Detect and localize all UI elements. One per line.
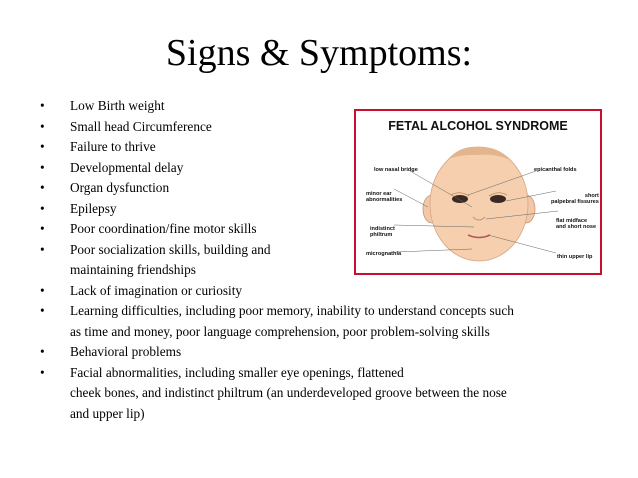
- symptom-text: Small head Circumference: [70, 118, 212, 134]
- symptom-text: Facial abnormalities, including smaller eye openings, flattened: [70, 364, 404, 380]
- bullet-dot: •: [40, 344, 45, 359]
- symptom-text: Poor socialization skills, building and: [70, 241, 271, 257]
- bullet-dot: •: [40, 282, 45, 298]
- label-low-nasal-bridge: low nasal bridge: [374, 167, 418, 173]
- label-thin-upper-lip: thin upper lip: [557, 254, 593, 260]
- fetal-alcohol-syndrome-figure: [354, 109, 602, 275]
- symptom-text: Behavioral problems: [70, 344, 182, 359]
- symptom-item: [40, 281, 570, 302]
- label-short-palpebral: [551, 193, 599, 206]
- bullet-dot: •: [40, 139, 45, 154]
- label-indistinct-line2: philtrum: [370, 232, 393, 239]
- symptom-text: Epilepsy: [70, 200, 117, 216]
- symptom-text: Lack of imagination or curiosity: [70, 282, 243, 298]
- symptom-item-continuation: and upper lip): [70, 405, 145, 421]
- label-minor-ear-line2: abnormalities: [366, 197, 403, 204]
- label-flat-midface-line2: and short nose: [556, 224, 597, 231]
- bullet-dot: •: [40, 118, 45, 134]
- symptom-text: Poor coordination/fine motor skills: [70, 221, 257, 236]
- label-indistinct-philtrum: [370, 226, 395, 239]
- label-micrognathia: micrognathia: [366, 251, 402, 257]
- bullet-dot: •: [40, 180, 45, 195]
- symptom-text: Organ dysfunction: [70, 180, 170, 195]
- label-flat-midface: [556, 218, 596, 231]
- label-short-line2: palpebral fissures: [551, 199, 599, 206]
- symptom-item: [40, 363, 570, 384]
- label-short-line1: short: [584, 193, 599, 199]
- symptom-text: Learning difficulties, including poor memory, inability to understand concepts such: [70, 303, 514, 318]
- left-eye: [452, 195, 468, 203]
- right-eye: [490, 195, 506, 203]
- symptom-item-continuation: as time and money, poor language comprehension, poor problem-solving skills: [70, 323, 490, 339]
- bullet-dot: •: [40, 303, 45, 318]
- slide-title: Signs & Symptoms:: [165, 32, 473, 74]
- label-flat-midface-line1: flat midface: [556, 218, 588, 224]
- bullet-dot: •: [40, 364, 45, 380]
- bullet-dot: •: [40, 98, 45, 113]
- label-minor-ear: [366, 191, 402, 204]
- figure-title: FETAL ALCOHOL SYNDROME: [388, 119, 568, 133]
- bullet-dot: •: [40, 200, 45, 216]
- bullet-dot: •: [40, 159, 45, 175]
- face: [430, 147, 528, 261]
- bullet-dot: •: [40, 241, 45, 257]
- label-minor-ear-line1: minor ear: [366, 191, 392, 197]
- symptom-text: Low Birth weight: [70, 98, 165, 113]
- symptom-item-continuation: cheek bones, and indistinct philtrum (an underdeveloped groove between the nose: [70, 385, 507, 400]
- label-indistinct-line1: indistinct: [370, 226, 395, 232]
- symptom-item: [40, 342, 570, 363]
- symptom-item-continuation: maintaining friendships: [70, 262, 196, 277]
- bullet-dot: •: [40, 221, 45, 236]
- label-epicanthal-folds: epicanthal folds: [534, 167, 577, 173]
- symptom-item: [40, 301, 570, 322]
- symptom-text: Failure to thrive: [70, 139, 156, 154]
- symptom-text: Developmental delay: [70, 159, 184, 175]
